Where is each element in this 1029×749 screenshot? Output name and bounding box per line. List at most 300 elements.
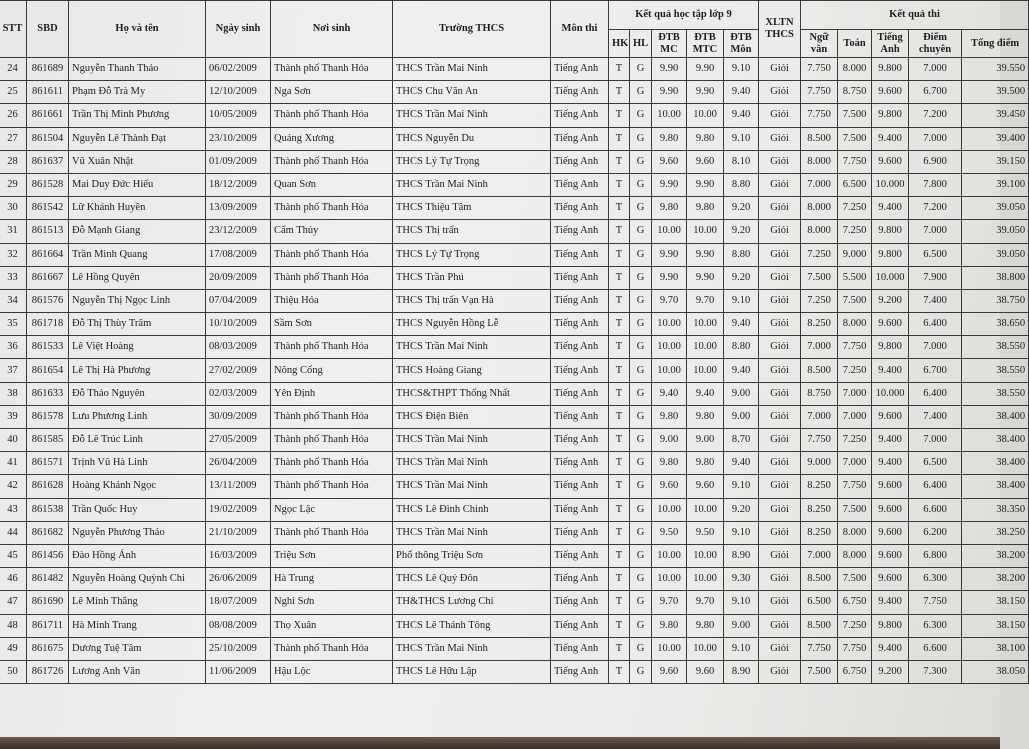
cell-school: THCS Lê Quý Đôn	[393, 568, 551, 591]
cell-hl: G	[630, 382, 652, 405]
cell-hk: T	[609, 150, 630, 173]
cell-chuyen: 6.200	[909, 521, 962, 544]
cell-hl: G	[630, 452, 652, 475]
col-dtb-mon: ĐTB Môn	[724, 30, 759, 58]
cell-pob: Thành phố Thanh Hóa	[271, 58, 393, 81]
cell-toan: 7.000	[838, 405, 872, 428]
cell-mon: 9.20	[724, 498, 759, 521]
cell-hl: G	[630, 243, 652, 266]
cell-sbd: 861456	[27, 544, 69, 567]
cell-xl: Giỏi	[759, 150, 801, 173]
cell-xl: Giỏi	[759, 197, 801, 220]
cell-pob: Thành phố Thanh Hóa	[271, 336, 393, 359]
col-pob: Nơi sinh	[271, 1, 393, 58]
cell-dob: 16/03/2009	[206, 544, 271, 567]
cell-school: THCS Lý Tự Trọng	[393, 243, 551, 266]
cell-mtc: 9.80	[687, 127, 724, 150]
cell-hk: T	[609, 521, 630, 544]
col-group-grade9: Kết quả học tập lớp 9	[609, 1, 759, 30]
cell-mc: 10.00	[652, 498, 687, 521]
cell-subject: Tiếng Anh	[551, 591, 609, 614]
cell-hl: G	[630, 498, 652, 521]
cell-mtc: 9.80	[687, 197, 724, 220]
cell-tong: 39.050	[962, 197, 1029, 220]
cell-hk: T	[609, 382, 630, 405]
cell-anh: 9.200	[872, 660, 909, 683]
cell-hk: T	[609, 173, 630, 196]
cell-mc: 9.70	[652, 591, 687, 614]
table-row	[0, 81, 1029, 104]
cell-chuyen: 6.400	[909, 313, 962, 336]
cell-van: 8.500	[801, 127, 838, 150]
cell-pob: Thành phố Thanh Hóa	[271, 475, 393, 498]
cell-mtc: 9.60	[687, 475, 724, 498]
cell-stt: 42	[0, 475, 27, 498]
table-row	[0, 382, 1029, 405]
cell-dob: 08/03/2009	[206, 336, 271, 359]
cell-stt: 36	[0, 336, 27, 359]
cell-mtc: 9.60	[687, 150, 724, 173]
col-tong-diem: Tổng điểm	[962, 30, 1029, 58]
cell-xl: Giỏi	[759, 127, 801, 150]
cell-name: Lê Minh Thắng	[69, 591, 206, 614]
cell-xl: Giỏi	[759, 544, 801, 567]
cell-xl: Giỏi	[759, 336, 801, 359]
cell-xl: Giỏi	[759, 220, 801, 243]
cell-van: 7.500	[801, 660, 838, 683]
cell-stt: 33	[0, 266, 27, 289]
table-row	[0, 150, 1029, 173]
cell-mtc: 9.70	[687, 289, 724, 312]
cell-hk: T	[609, 313, 630, 336]
cell-dob: 11/06/2009	[206, 660, 271, 683]
cell-subject: Tiếng Anh	[551, 405, 609, 428]
cell-mon: 9.10	[724, 127, 759, 150]
cell-dob: 07/04/2009	[206, 289, 271, 312]
cell-mc: 10.00	[652, 568, 687, 591]
cell-subject: Tiếng Anh	[551, 220, 609, 243]
cell-stt: 27	[0, 127, 27, 150]
table-row	[0, 220, 1029, 243]
cell-stt: 50	[0, 660, 27, 683]
cell-van: 7.250	[801, 243, 838, 266]
cell-hk: T	[609, 498, 630, 521]
cell-toan: 7.750	[838, 150, 872, 173]
cell-mc: 9.60	[652, 475, 687, 498]
cell-name: Đào Hồng Ánh	[69, 544, 206, 567]
cell-mon: 9.10	[724, 475, 759, 498]
cell-pob: Hậu Lộc	[271, 660, 393, 683]
cell-subject: Tiếng Anh	[551, 614, 609, 637]
cell-pob: Yên Định	[271, 382, 393, 405]
cell-mtc: 9.90	[687, 58, 724, 81]
col-dtb-mtc: ĐTB MTC	[687, 30, 724, 58]
cell-hl: G	[630, 313, 652, 336]
cell-tong: 38.200	[962, 544, 1029, 567]
col-hl: HL	[630, 30, 652, 58]
cell-hk: T	[609, 197, 630, 220]
cell-sbd: 861675	[27, 637, 69, 660]
cell-chuyen: 6.600	[909, 637, 962, 660]
cell-sbd: 861576	[27, 289, 69, 312]
cell-chuyen: 7.400	[909, 289, 962, 312]
cell-toan: 9.000	[838, 243, 872, 266]
cell-sbd: 861711	[27, 614, 69, 637]
cell-name: Lê Hồng Quyên	[69, 266, 206, 289]
cell-chuyen: 7.750	[909, 591, 962, 614]
cell-subject: Tiếng Anh	[551, 568, 609, 591]
cell-mtc: 9.50	[687, 521, 724, 544]
cell-mon: 9.40	[724, 359, 759, 382]
cell-school: THCS Thiệu Tâm	[393, 197, 551, 220]
cell-chuyen: 7.400	[909, 405, 962, 428]
cell-xl: Giỏi	[759, 313, 801, 336]
cell-chuyen: 6.700	[909, 359, 962, 382]
cell-dob: 17/08/2009	[206, 243, 271, 266]
cell-stt: 47	[0, 591, 27, 614]
cell-subject: Tiếng Anh	[551, 173, 609, 196]
cell-mon: 9.00	[724, 382, 759, 405]
cell-mtc: 10.00	[687, 359, 724, 382]
cell-tong: 38.750	[962, 289, 1029, 312]
cell-subject: Tiếng Anh	[551, 382, 609, 405]
cell-hl: G	[630, 336, 652, 359]
cell-toan: 7.250	[838, 614, 872, 637]
cell-van: 8.500	[801, 568, 838, 591]
cell-stt: 28	[0, 150, 27, 173]
cell-dob: 13/09/2009	[206, 197, 271, 220]
cell-school: THCS Nguyễn Hồng Lễ	[393, 313, 551, 336]
cell-hl: G	[630, 544, 652, 567]
cell-hk: T	[609, 568, 630, 591]
table-row	[0, 452, 1029, 475]
cell-anh: 9.400	[872, 359, 909, 382]
cell-dob: 13/11/2009	[206, 475, 271, 498]
cell-sbd: 861667	[27, 266, 69, 289]
cell-hk: T	[609, 336, 630, 359]
cell-hl: G	[630, 58, 652, 81]
cell-school: THCS Trần Mai Ninh	[393, 475, 551, 498]
cell-toan: 6.750	[838, 591, 872, 614]
cell-toan: 7.500	[838, 289, 872, 312]
cell-name: Lương Anh Văn	[69, 660, 206, 683]
table-row	[0, 104, 1029, 127]
cell-sbd: 861682	[27, 521, 69, 544]
cell-xl: Giỏi	[759, 58, 801, 81]
cell-mtc: 9.90	[687, 173, 724, 196]
col-dtb-mc: ĐTB MC	[652, 30, 687, 58]
cell-anh: 10.000	[872, 266, 909, 289]
cell-van: 7.750	[801, 104, 838, 127]
cell-school: THCS Trần Phú	[393, 266, 551, 289]
cell-mc: 9.50	[652, 521, 687, 544]
cell-mc: 9.80	[652, 127, 687, 150]
cell-hk: T	[609, 660, 630, 683]
cell-mon: 8.80	[724, 173, 759, 196]
cell-stt: 39	[0, 405, 27, 428]
cell-chuyen: 6.700	[909, 81, 962, 104]
cell-xl: Giỏi	[759, 266, 801, 289]
cell-subject: Tiếng Anh	[551, 544, 609, 567]
cell-toan: 7.500	[838, 568, 872, 591]
cell-mon: 9.20	[724, 266, 759, 289]
cell-mc: 9.60	[652, 660, 687, 683]
cell-xl: Giỏi	[759, 568, 801, 591]
cell-subject: Tiếng Anh	[551, 452, 609, 475]
cell-hk: T	[609, 243, 630, 266]
table-row	[0, 568, 1029, 591]
cell-chuyen: 7.300	[909, 660, 962, 683]
cell-toan: 6.750	[838, 660, 872, 683]
cell-school: THCS Trần Mai Ninh	[393, 452, 551, 475]
cell-chuyen: 7.000	[909, 429, 962, 452]
cell-mc: 10.00	[652, 313, 687, 336]
cell-van: 7.000	[801, 336, 838, 359]
cell-school: THCS Hoàng Giang	[393, 359, 551, 382]
cell-dob: 10/10/2009	[206, 313, 271, 336]
cell-anh: 9.400	[872, 452, 909, 475]
cell-subject: Tiếng Anh	[551, 127, 609, 150]
cell-dob: 30/09/2009	[206, 405, 271, 428]
table-row	[0, 266, 1029, 289]
table-row	[0, 313, 1029, 336]
cell-subject: Tiếng Anh	[551, 289, 609, 312]
cell-mon: 9.30	[724, 568, 759, 591]
cell-tong: 38.550	[962, 359, 1029, 382]
cell-stt: 38	[0, 382, 27, 405]
cell-xl: Giỏi	[759, 382, 801, 405]
cell-anh: 9.600	[872, 475, 909, 498]
cell-school: THCS Trần Mai Ninh	[393, 336, 551, 359]
cell-anh: 10.000	[872, 382, 909, 405]
cell-subject: Tiếng Anh	[551, 58, 609, 81]
cell-hl: G	[630, 220, 652, 243]
cell-school: THCS Trần Mai Ninh	[393, 637, 551, 660]
cell-stt: 37	[0, 359, 27, 382]
cell-dob: 06/02/2009	[206, 58, 271, 81]
cell-chuyen: 7.900	[909, 266, 962, 289]
cell-anh: 10.000	[872, 173, 909, 196]
cell-school: THCS Trần Mai Ninh	[393, 173, 551, 196]
cell-hl: G	[630, 289, 652, 312]
cell-van: 7.250	[801, 289, 838, 312]
cell-sbd: 861637	[27, 150, 69, 173]
cell-hk: T	[609, 58, 630, 81]
cell-pob: Quảng Xương	[271, 127, 393, 150]
cell-mtc: 10.00	[687, 544, 724, 567]
cell-mc: 9.60	[652, 150, 687, 173]
cell-tong: 38.400	[962, 405, 1029, 428]
cell-pob: Thành phố Thanh Hóa	[271, 637, 393, 660]
cell-subject: Tiếng Anh	[551, 150, 609, 173]
cell-sbd: 861689	[27, 58, 69, 81]
cell-pob: Thành phố Thanh Hóa	[271, 405, 393, 428]
cell-toan: 7.000	[838, 452, 872, 475]
table-row	[0, 475, 1029, 498]
cell-mon: 9.00	[724, 614, 759, 637]
cell-mtc: 10.00	[687, 637, 724, 660]
cell-anh: 9.600	[872, 568, 909, 591]
cell-dob: 21/10/2009	[206, 521, 271, 544]
cell-school: THCS Thị trấn Vạn Hà	[393, 289, 551, 312]
cell-xl: Giỏi	[759, 81, 801, 104]
col-sbd: SBD	[27, 1, 69, 58]
cell-name: Hoàng Khánh Ngọc	[69, 475, 206, 498]
table-row	[0, 127, 1029, 150]
cell-stt: 25	[0, 81, 27, 104]
cell-xl: Giỏi	[759, 173, 801, 196]
cell-subject: Tiếng Anh	[551, 660, 609, 683]
cell-school: THCS&THPT Thống Nhất	[393, 382, 551, 405]
cell-dob: 26/06/2009	[206, 568, 271, 591]
cell-name: Trần Minh Quang	[69, 243, 206, 266]
cell-mtc: 9.90	[687, 266, 724, 289]
cell-toan: 7.500	[838, 104, 872, 127]
table-row	[0, 289, 1029, 312]
cell-subject: Tiếng Anh	[551, 637, 609, 660]
cell-tong: 39.450	[962, 104, 1029, 127]
cell-sbd: 861611	[27, 81, 69, 104]
cell-mc: 9.80	[652, 197, 687, 220]
cell-toan: 7.750	[838, 637, 872, 660]
cell-tong: 39.400	[962, 127, 1029, 150]
cell-mon: 8.90	[724, 660, 759, 683]
cell-xl: Giỏi	[759, 614, 801, 637]
cell-dob: 23/10/2009	[206, 127, 271, 150]
cell-mtc: 9.90	[687, 81, 724, 104]
cell-name: Lê Việt Hoàng	[69, 336, 206, 359]
cell-sbd: 861533	[27, 336, 69, 359]
cell-stt: 40	[0, 429, 27, 452]
cell-stt: 34	[0, 289, 27, 312]
cell-xl: Giỏi	[759, 660, 801, 683]
cell-stt: 24	[0, 58, 27, 81]
cell-pob: Thành phố Thanh Hóa	[271, 150, 393, 173]
cell-mon: 9.40	[724, 104, 759, 127]
cell-mon: 8.80	[724, 336, 759, 359]
cell-stt: 26	[0, 104, 27, 127]
cell-xl: Giỏi	[759, 637, 801, 660]
cell-pob: Cẩm Thủy	[271, 220, 393, 243]
cell-subject: Tiếng Anh	[551, 197, 609, 220]
cell-mtc: 9.90	[687, 243, 724, 266]
cell-xl: Giỏi	[759, 243, 801, 266]
cell-van: 7.750	[801, 58, 838, 81]
table-row	[0, 637, 1029, 660]
cell-van: 8.500	[801, 359, 838, 382]
col-hk: HK	[609, 30, 630, 58]
cell-mc: 10.00	[652, 359, 687, 382]
cell-name: Nguyễn Hoàng Quỳnh Chi	[69, 568, 206, 591]
cell-school: Phổ thông Triệu Sơn	[393, 544, 551, 567]
cell-name: Dương Tuệ Tâm	[69, 637, 206, 660]
cell-mon: 9.00	[724, 405, 759, 428]
cell-mc: 9.90	[652, 173, 687, 196]
cell-stt: 43	[0, 498, 27, 521]
cell-van: 7.000	[801, 173, 838, 196]
col-school: Trường THCS	[393, 1, 551, 58]
cell-toan: 7.500	[838, 127, 872, 150]
cell-anh: 9.800	[872, 220, 909, 243]
cell-mc: 10.00	[652, 220, 687, 243]
cell-name: Nguyễn Thị Ngọc Linh	[69, 289, 206, 312]
cell-sbd: 861504	[27, 127, 69, 150]
cell-mc: 9.40	[652, 382, 687, 405]
cell-mon: 8.80	[724, 243, 759, 266]
cell-pob: Thành phố Thanh Hóa	[271, 521, 393, 544]
cell-tong: 38.650	[962, 313, 1029, 336]
cell-anh: 9.800	[872, 614, 909, 637]
cell-xl: Giỏi	[759, 452, 801, 475]
cell-mtc: 10.00	[687, 336, 724, 359]
cell-mon: 9.20	[724, 197, 759, 220]
cell-pob: Quan Sơn	[271, 173, 393, 196]
col-xltn: XLTN THCS	[759, 1, 801, 58]
cell-subject: Tiếng Anh	[551, 336, 609, 359]
cell-hk: T	[609, 637, 630, 660]
cell-subject: Tiếng Anh	[551, 359, 609, 382]
cell-name: Nguyễn Phương Thảo	[69, 521, 206, 544]
cell-mc: 10.00	[652, 637, 687, 660]
cell-toan: 7.250	[838, 220, 872, 243]
cell-school: THCS Trần Mai Ninh	[393, 521, 551, 544]
cell-sbd: 861633	[27, 382, 69, 405]
cell-tong: 39.150	[962, 150, 1029, 173]
cell-anh: 9.600	[872, 313, 909, 336]
cell-anh: 9.200	[872, 289, 909, 312]
cell-chuyen: 6.300	[909, 614, 962, 637]
cell-hl: G	[630, 127, 652, 150]
cell-mc: 9.90	[652, 243, 687, 266]
cell-school: THCS Trần Mai Ninh	[393, 104, 551, 127]
table-row	[0, 58, 1029, 81]
cell-chuyen: 6.300	[909, 568, 962, 591]
cell-mon: 9.10	[724, 289, 759, 312]
cell-dob: 02/03/2009	[206, 382, 271, 405]
table-row	[0, 173, 1029, 196]
cell-mc: 9.70	[652, 289, 687, 312]
cell-name: Mai Duy Đức Hiếu	[69, 173, 206, 196]
col-toan: Toán	[838, 30, 872, 58]
cell-tong: 39.050	[962, 220, 1029, 243]
cell-tong: 38.400	[962, 452, 1029, 475]
cell-pob: Nông Cống	[271, 359, 393, 382]
cell-chuyen: 7.000	[909, 336, 962, 359]
table-row	[0, 498, 1029, 521]
cell-subject: Tiếng Anh	[551, 266, 609, 289]
cell-hk: T	[609, 81, 630, 104]
cell-pob: Thành phố Thanh Hóa	[271, 429, 393, 452]
cell-sbd: 861628	[27, 475, 69, 498]
cell-sbd: 861718	[27, 313, 69, 336]
col-diem-chuyen: Điểm chuyên	[909, 30, 962, 58]
cell-pob: Nghi Sơn	[271, 591, 393, 614]
cell-van: 7.000	[801, 544, 838, 567]
cell-van: 8.250	[801, 475, 838, 498]
cell-dob: 27/05/2009	[206, 429, 271, 452]
cell-hk: T	[609, 544, 630, 567]
cell-sbd: 861726	[27, 660, 69, 683]
table-row	[0, 660, 1029, 683]
cell-stt: 41	[0, 452, 27, 475]
cell-van: 8.250	[801, 521, 838, 544]
cell-mon: 9.40	[724, 81, 759, 104]
cell-van: 8.250	[801, 313, 838, 336]
cell-stt: 30	[0, 197, 27, 220]
cell-hk: T	[609, 591, 630, 614]
cell-pob: Triệu Sơn	[271, 544, 393, 567]
cell-stt: 48	[0, 614, 27, 637]
